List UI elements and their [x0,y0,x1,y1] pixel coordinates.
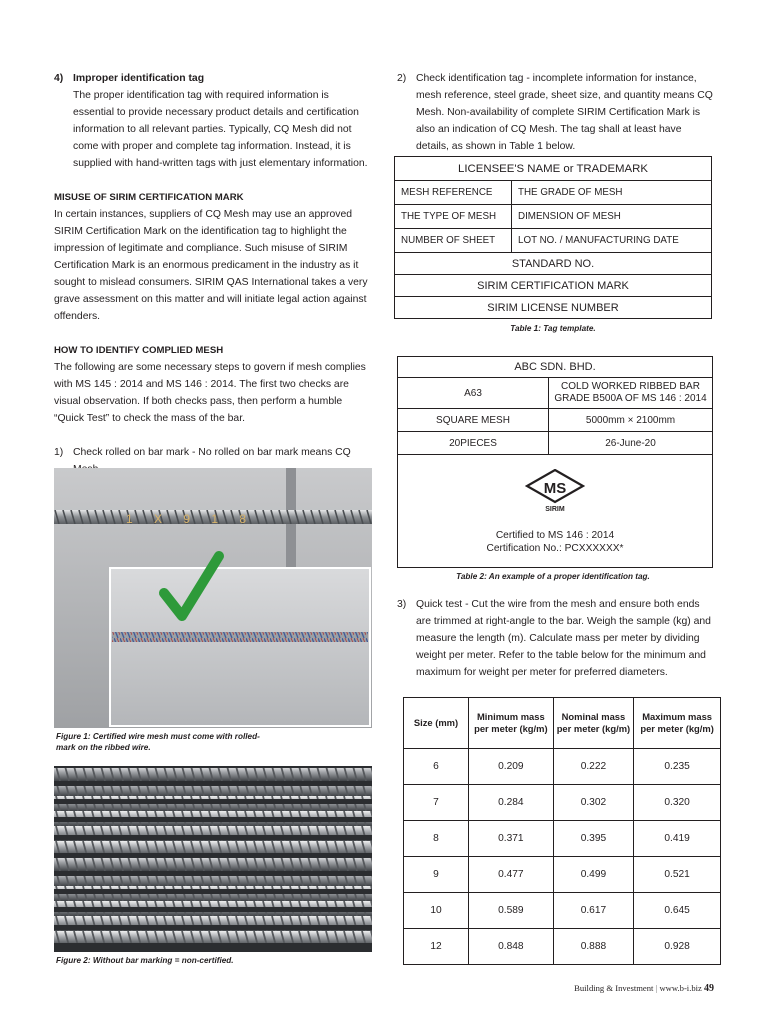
logo-subtext: SIRIM [545,506,565,513]
logo-text: MS [543,480,567,497]
table1-cell: THE GRADE OF MESH [512,181,712,205]
mass-table-header: Nominal mass per meter (kg/m) [553,698,634,749]
table-2-caption: Table 2: An example of a proper identification tag. [456,572,650,581]
footer-separator: | [655,983,658,993]
max-cell: 0.521 [634,857,721,893]
min-cell: 0.848 [469,929,554,965]
table1-cell: NUMBER OF SHEET [395,229,512,253]
table1-cell: MESH REFERENCE [395,181,512,205]
tag-cell: 20PIECES [398,432,549,455]
page-number: 49 [704,983,714,994]
certified-standard: Certified to MS 146 : 2014 [495,530,615,541]
tag-company: ABC SDN. BHD. [398,357,712,378]
table-row [404,857,721,893]
item-text: Check identification tag - incomplete information for instance, mesh reference, steel grade, sheet size, and quantity means CQ Mesh. Non-availability of complete SIRIM Certification Mark is also an indication of CQ Mesh. The tag shall at least have details, as shown in Table 1 below. [416,73,713,152]
table1-cell: THE TYPE OF MESH [395,205,512,229]
item-number: 2) [397,73,407,84]
item-2 [397,70,713,155]
size-cell: 10 [404,893,469,929]
min-cell: 0.477 [469,857,554,893]
mass-table-header: Minimum mass per meter (kg/m) [469,698,554,749]
figure-1-caption: Figure 1: Certified wire mesh must come with rolled-mark on the ribbed wire. [56,732,260,752]
size-cell: 8 [404,821,469,857]
publication-name: Building & Investment [574,983,654,993]
table-row [404,821,721,857]
bar-mark-text: 1 X 9 1 8 [126,512,256,526]
nominal-cell: 0.888 [553,929,634,965]
nominal-cell: 0.222 [553,749,634,785]
item-3 [397,596,713,681]
mass-table-header: Size (mm) [404,698,469,749]
tag-cell: SQUARE MESH [398,409,549,432]
right-column-item3 [397,596,713,681]
tag-template-table [394,156,712,319]
nominal-cell: 0.617 [553,893,634,929]
nominal-cell: 0.499 [553,857,634,893]
item-4 [54,70,368,172]
max-cell: 0.320 [634,785,721,821]
item-text: Quick test - Cut the wire from the mesh and ensure both ends are trimmed at right-angle to the bar. Weigh the sample (kg) and measure the length (m). Calculate mass per meter by dividing weight per meter. Refer to the table below for the minimum and maximum for weight per meter for preferred diameters. [416,599,711,678]
table1-footer-row: SIRIM LICENSE NUMBER [395,297,712,319]
website-link[interactable]: www.b-i.biz [659,983,702,993]
table-row [404,893,721,929]
rebar-bundle-photo [54,766,372,952]
page-footer [574,983,714,994]
tag-cell: A63 [398,378,549,409]
nominal-cell: 0.302 [553,785,634,821]
size-cell: 12 [404,929,469,965]
tag-cell: COLD WORKED RIBBED BAR GRADE B500A OF MS 146 : 2014 [549,378,713,409]
section-body-misuse: In certain instances, suppliers of CQ Mesh may use an approved SIRIM Certification Mark on the identification tag to highlight the impression of legitimate and compliance. Such misuse of SIRIM Certification Mark is an enormous predicament in the industry as it sought to mislead consumers. SIRIM QAS International takes a very grave assessment on this matter and will initiate legal action against offenders. [54,209,368,322]
table1-cell: DIMENSION OF MESH [512,205,712,229]
mass-per-meter-table [403,697,721,965]
table-1-caption: Table 1: Tag template. [510,324,596,333]
size-cell: 9 [404,857,469,893]
rebar-mark-photo [54,468,372,728]
table-row [404,749,721,785]
tag-cell: 5000mm × 2100mm [549,409,713,432]
item-number: 1) [54,447,64,458]
right-column-intro [397,70,713,155]
figure-2-photo [54,766,372,952]
section-body-identify: The following are some necessary steps to govern if mesh complies with MS 145 : 2014 and MS 146 : 2014. The first two checks are visual observation. If both checks pass, then perform a humble “Quick Test” to check the mass of the bar. [54,362,366,424]
table1-cell: LOT NO. / MANUFACTURING DATE [512,229,712,253]
table1-footer-row: SIRIM CERTIFICATION MARK [395,275,712,297]
max-cell: 0.928 [634,929,721,965]
max-cell: 0.645 [634,893,721,929]
item-number: 4) [54,73,64,84]
max-cell: 0.419 [634,821,721,857]
certification-number: Certification No.: PCXXXXXX* [486,543,624,554]
tag-cell: 26-June-20 [549,432,713,455]
size-cell: 6 [404,749,469,785]
mass-table-header: Maximum mass per meter (kg/m) [634,698,721,749]
left-column [54,70,368,478]
sirim-logo [398,469,712,516]
nominal-cell: 0.395 [553,821,634,857]
min-cell: 0.209 [469,749,554,785]
figure-2-caption: Figure 2: Without bar marking = non-certified. [56,956,234,965]
section-heading-misuse: MISUSE OF SIRIM CERTIFICATION MARK [54,192,244,203]
max-cell: 0.235 [634,749,721,785]
sirim-ms-logo-icon [525,469,585,513]
item-number: 3) [397,599,407,610]
item-heading: Improper identification tag [73,73,205,84]
item-body: The proper identification tag with required information is essential to provide necessary product details and certification information to all relevant parties. Typically, CQ Mesh did not come with proper and complete tag information. Instead, it is supplied with hand-written tags with just elementary information. [73,90,368,169]
section-heading-identify: HOW TO IDENTIFY COMPLIED MESH [54,345,224,356]
table1-footer-row: STANDARD NO. [395,253,712,275]
item-text: Check rolled on bar mark - No rolled on bar mark means CQ [73,447,351,458]
table1-title: LICENSEE'S NAME or TRADEMARK [395,157,712,181]
min-cell: 0.371 [469,821,554,857]
min-cell: 0.284 [469,785,554,821]
table-row [404,785,721,821]
example-tag [397,356,713,568]
tag-certification [398,529,712,555]
figure-1-photo [54,468,372,728]
table-row [404,929,721,965]
min-cell: 0.589 [469,893,554,929]
size-cell: 7 [404,785,469,821]
